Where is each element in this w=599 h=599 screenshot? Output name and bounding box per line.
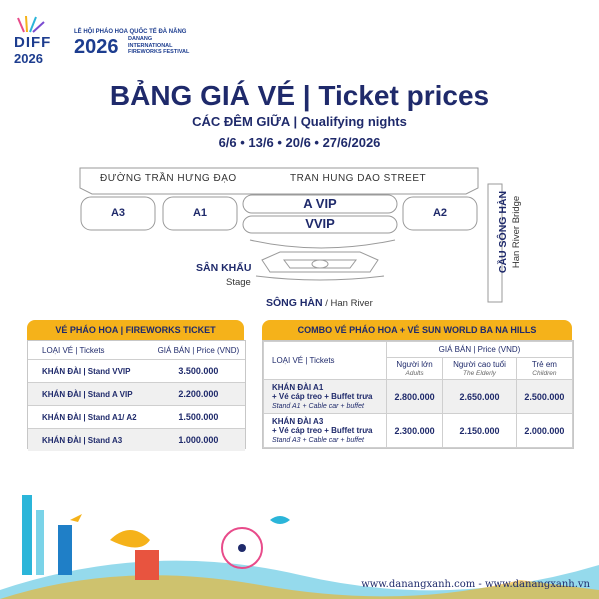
ticket-name: KHÁN ĐÀI | Stand A3	[28, 429, 152, 452]
combo-line2: + Vé cáp treo + Buffet trưa	[272, 391, 373, 401]
group-elderly	[443, 358, 517, 380]
group-children	[516, 358, 572, 380]
price-elderly: 2.150.000	[443, 414, 517, 448]
festival-year: 2026	[74, 36, 119, 58]
stage-outline	[262, 252, 378, 272]
stand-vvip-label: VVIP	[305, 216, 335, 231]
festival-name-vn: LỄ HỘI PHÁO HOA QUỐC TẾ ĐÀ NẴNG	[74, 29, 187, 35]
ticket-name: KHÁN ĐÀI | Stand A1/ A2	[28, 406, 152, 429]
col-header-price: GIÁ BÁN | Price (VND)	[157, 345, 240, 355]
combo-col-header-type: LOẠI VÉ | Tickets	[264, 342, 387, 380]
festival-name-en: DANANG INTERNATIONAL FIREWORKS FESTIVAL	[128, 36, 190, 55]
table-row	[264, 414, 573, 448]
river-label-en: / Han River	[322, 298, 373, 309]
price-child: 2.500.000	[516, 380, 572, 414]
tower-building	[22, 495, 32, 575]
ferris-wheel-hub	[238, 544, 246, 552]
temple-building	[135, 550, 159, 580]
combo-line3: Stand A3 + Cable car + buffet	[272, 436, 364, 444]
bridge-label-en: Han River Bridge	[511, 195, 522, 269]
bridge-label	[497, 177, 527, 287]
group-label-en: Adults	[405, 369, 424, 377]
event-dates: 6/6 • 13/6 • 20/6 • 27/6/2026	[218, 135, 381, 150]
price-adult: 2.300.000	[387, 414, 443, 448]
price-adult: 2.800.000	[387, 380, 443, 414]
combo-line3: Stand A1 + Cable car + buffet	[272, 402, 364, 410]
ticket-price: 1.000.000	[152, 429, 245, 452]
diff-word: DIFF	[14, 34, 52, 51]
paper-plane-icon	[70, 514, 82, 522]
fireworks-table	[27, 340, 246, 449]
group-label: Trẻ em	[531, 359, 557, 369]
group-label-en: The Elderly	[463, 369, 496, 377]
price-elderly: 2.650.000	[443, 380, 517, 414]
group-label-en: Children	[532, 369, 557, 377]
page-title: BẢNG GIÁ VÉ | Ticket prices	[109, 80, 490, 111]
fireworks-table-heading: VÉ PHÁO HOA | FIREWORKS TICKET	[27, 320, 244, 340]
group-label: Người lớn	[396, 359, 433, 369]
ticket-price: 3.500.000	[152, 360, 245, 383]
river-label	[266, 293, 373, 311]
combo-table-heading: COMBO VÉ PHÁO HOA + VÉ SUN WORLD BA NA HILLS	[262, 320, 572, 340]
river-label-vn: SÔNG HÀN	[266, 297, 323, 309]
firework-logo-icon	[14, 14, 54, 34]
street-label-en: TRAN HUNG DAO STREET	[290, 173, 427, 184]
table-row	[28, 429, 245, 452]
ticket-price: 2.200.000	[152, 383, 245, 406]
stand-a3-label: A3	[110, 207, 126, 219]
ticket-name: KHÁN ĐÀI | Stand VVIP	[28, 360, 152, 383]
tower-building	[58, 525, 72, 575]
ticket-name: KHÁN ĐÀI | Stand A VIP	[28, 383, 152, 406]
combo-name	[264, 414, 387, 448]
balloon-icon	[270, 516, 290, 524]
combo-line2: + Vé cáp treo + Buffet trưa	[272, 425, 373, 435]
table-row	[28, 383, 245, 406]
table-row	[28, 406, 245, 429]
stage-label-en: Stage	[226, 277, 251, 288]
combo-table	[262, 340, 574, 449]
col-header-type: LOẠI VÉ | Tickets	[42, 345, 105, 355]
table-row	[264, 380, 573, 414]
price-child: 2.000.000	[516, 414, 572, 448]
page-subtitle: CÁC ĐÊM GIỮA | Qualifying nights	[192, 114, 407, 129]
combo-line1: KHÁN ĐÀI A1	[272, 382, 324, 392]
street-label-vn: ĐƯỜNG TRẦN HƯNG ĐẠO	[100, 173, 237, 184]
dragon-icon	[110, 530, 150, 548]
diff-year: 2026	[14, 51, 43, 66]
stand-a2-label: A2	[432, 207, 448, 219]
table-row	[28, 360, 245, 383]
ticket-price: 1.500.000	[152, 406, 245, 429]
stand-avip-label: A VIP	[303, 196, 337, 211]
footer-url[interactable]: www.danangxanh.com - www.danangxanh.vn	[361, 579, 590, 590]
bridge-label-vn: CẦU SÔNG HÀN	[497, 190, 509, 274]
stage-label-vn: SÂN KHẤU	[196, 262, 252, 274]
stage-inner	[284, 260, 356, 268]
festival-logo	[10, 14, 200, 74]
combo-col-header-price: GIÁ BÁN | Price (VND)	[387, 342, 573, 358]
river-edge-line	[256, 276, 384, 280]
tower-building	[36, 510, 44, 575]
combo-line1: KHÁN ĐÀI A3	[272, 416, 324, 426]
stand-a1-label: A1	[192, 207, 208, 219]
stage-center	[312, 260, 328, 268]
walkway-line	[250, 240, 395, 248]
group-adults	[387, 358, 443, 380]
combo-name	[264, 380, 387, 414]
group-label: Người cao tuổi	[453, 359, 506, 369]
